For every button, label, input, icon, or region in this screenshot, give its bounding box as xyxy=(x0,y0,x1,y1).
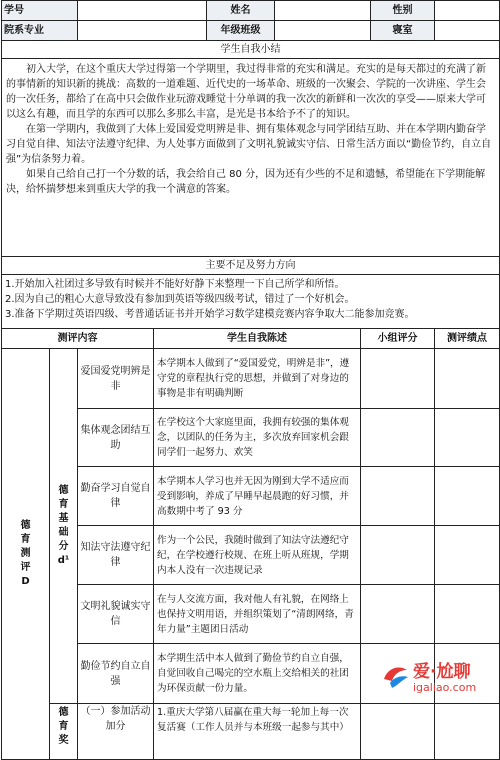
summary-paragraph: 初入大学，在这个重庆大学过得第一个学期里，我过得非常的充实和满足。充实的是每天都过的充满了新的事情新的知识新的挑战：高数的一道难题、近代史的一场革命、班级的一次聚会、学院的一次讲座、学生会的一次任务，都给了在高中只会做作业玩游戏睡觉十分单调的我一次次的新鲜和一次次的享受——原来大学可以这么有趣，而且学的东西可以那么多那么丰富，是光是书本给予不了的知识。 xyxy=(6,64,486,120)
score-cell[interactable] xyxy=(435,349,500,409)
info-row-2 xyxy=(2,21,500,41)
item-label: 文明礼貌诚实守信 xyxy=(78,585,154,644)
col-content-header: 测评内容 xyxy=(2,329,154,349)
item-desc: 本学期生活中本人做到了勤俭节约自立自强，自觉回收自己喝完的空水瓶上交给相关的社团为环保贡献一份力量。 xyxy=(154,644,361,704)
basic-score-cell xyxy=(50,349,78,704)
col-score-header: 测评绩点 xyxy=(435,329,500,349)
summary-paragraph: 在第一学期内，我做到了大体上爱国爱党明辨是非、拥有集体观念与同学团结互助、并在本学期内勤奋学习自觉自律、知法守法遵守纪律、为人处事方面做到了文明礼貌诚实守信、日常生活方面以“勤俭节约，自立自强”为信条努力着。 xyxy=(6,124,492,165)
name-value[interactable] xyxy=(275,1,371,21)
improvement-item: 1.开始加入社团过多导致有时候并不能好好静下来整理一下自己所学和所悟。 xyxy=(5,279,345,290)
item-desc: 本学期本人做到了“爱国爱党，明辨是非”，遵守党的章程执行党的思想，并做到了对身边的事物是非有明确判断 xyxy=(154,349,361,409)
item-desc: 在与人交流方面，我对他人有礼貌，在网络上也保持文明用语，并组织策划了“清朗网络，青年力量”主题团日活动 xyxy=(154,585,361,644)
group-score-cell[interactable] xyxy=(361,409,435,467)
basic-score-label: 德育基础分d¹ xyxy=(57,485,70,566)
dorm-label: 寝室 xyxy=(371,21,435,41)
watermark-cn: 爱·尬聊 xyxy=(413,662,471,682)
item-desc: 1.重庆大学第八届赢在重大每一轮加上每一次复活赛（工作人员并与本班级一起参与其中） xyxy=(154,704,361,760)
class-label: 年级班级 xyxy=(207,21,275,41)
score-cell[interactable] xyxy=(435,409,500,467)
col-group-header: 小组评分 xyxy=(361,329,435,349)
student-id-label: 学号 xyxy=(2,1,78,21)
score-cell[interactable] xyxy=(435,585,500,644)
item-desc: 在学校这个大家庭里面，我拥有较强的集体观念，以团队的任务为主，多次放弃回家机会跟同学们一起努力、欢笑 xyxy=(154,409,361,467)
improvement-item: 3.准备下学期过英语四级、考普通话证书并开始学习数学建模竞赛内容争取大二能参加竞赛。 xyxy=(5,309,415,320)
improvements-title: 主要不足及努力方向 xyxy=(2,257,500,275)
item-label: 爱国爱党明辨是非 xyxy=(78,349,154,409)
summary-paragraph: 如果自己给自己打一个分数的话，我会给自己 80 分，因为还有少些的不足和遗憾，希望能在下学期能解决，给怀揣梦想来到重庆大学的我一个满意的答案。 xyxy=(6,169,486,195)
group-score-cell[interactable] xyxy=(361,526,435,585)
watermark-url: igaliao.com xyxy=(413,681,477,694)
info-row-1 xyxy=(2,1,500,21)
item-label: （一）参加活动加分 xyxy=(78,704,154,760)
item-desc: 作为一个公民，我随时做到了知法守法遵纪守纪，在学校遵行校规、在班上听从班规，学期内本人没有一次违规记录 xyxy=(154,526,361,585)
item-label: 勤奋学习自觉自律 xyxy=(78,467,154,526)
score-cell[interactable] xyxy=(435,704,500,760)
summary-title: 学生自我小结 xyxy=(2,41,500,59)
name-label: 姓名 xyxy=(207,1,275,21)
evaluation-form xyxy=(1,0,500,760)
student-id-value[interactable] xyxy=(78,1,207,21)
improvement-item: 2.因为自己的粗心大意导致没有参加到英语等级四级考试，错过了一个好机会。 xyxy=(5,294,355,305)
score-cell[interactable] xyxy=(435,526,500,585)
bird-logo-icon xyxy=(380,661,410,691)
category-label: 德育测评D xyxy=(20,520,31,587)
class-value[interactable] xyxy=(275,21,371,41)
category-cell xyxy=(2,349,50,760)
score-cell[interactable] xyxy=(435,467,500,526)
col-self-header: 学生自我陈述 xyxy=(154,329,361,349)
item-label: 集体观念团结互助 xyxy=(78,409,154,467)
group-score-cell[interactable] xyxy=(361,585,435,644)
group-score-cell[interactable] xyxy=(361,704,435,760)
summary-body xyxy=(2,59,500,257)
gender-value[interactable] xyxy=(435,1,500,21)
group-score-cell[interactable] xyxy=(361,349,435,409)
watermark xyxy=(380,657,496,701)
item-label: 勤俭节约自立自强 xyxy=(78,644,154,704)
item-label: 知法守法遵守纪律 xyxy=(78,526,154,585)
major-label: 院系专业 xyxy=(2,21,78,41)
eval-header-row xyxy=(2,329,500,349)
gender-label: 性别 xyxy=(371,1,435,21)
bonus-cell xyxy=(50,704,78,760)
table-row xyxy=(2,704,500,760)
group-score-cell[interactable] xyxy=(361,467,435,526)
improvements-body xyxy=(2,275,500,329)
major-value[interactable] xyxy=(78,21,207,41)
bonus-label: 德育奖 xyxy=(58,707,69,746)
item-desc: 本学期本人学习也并无因为刚到大学不适应而受到影响，养成了早睡早起晨跑的好习惯，并高数期中考了 93 分 xyxy=(154,467,361,526)
dorm-value[interactable] xyxy=(435,21,500,41)
table-row xyxy=(2,349,500,409)
